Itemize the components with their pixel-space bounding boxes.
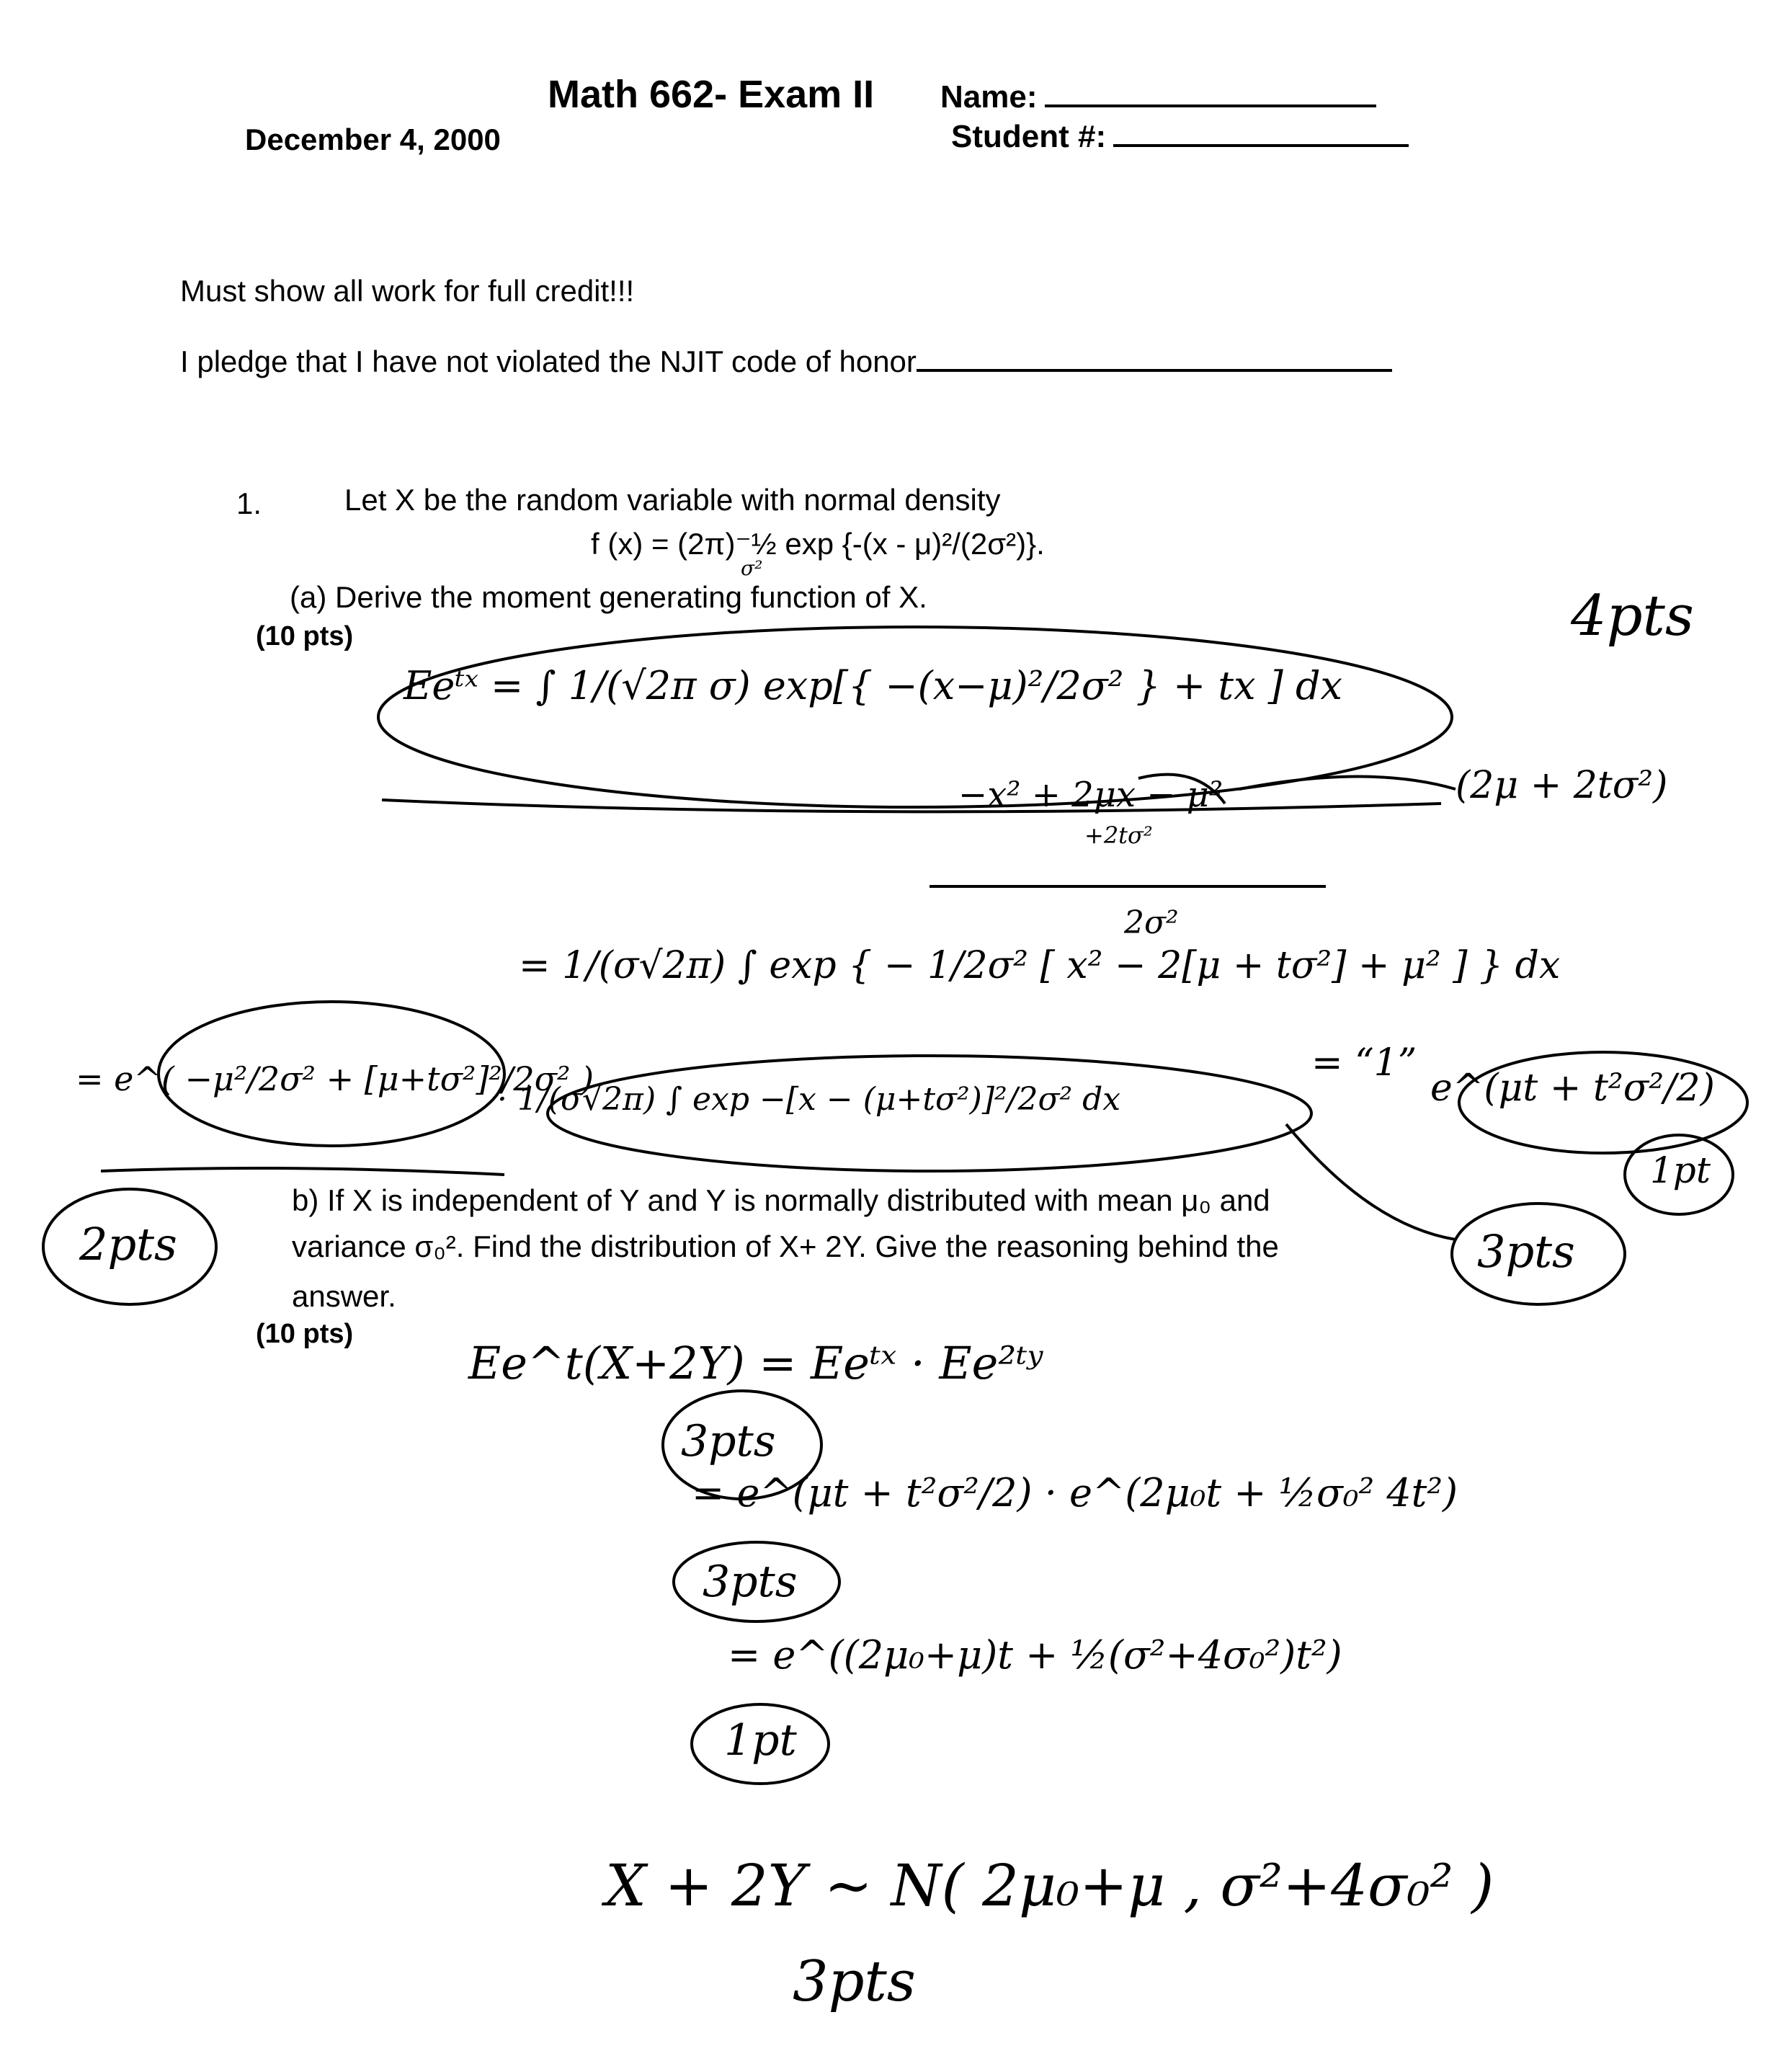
part-a-points: (10 pts) (256, 621, 354, 651)
linear-coefficient-note: (2μ + 2tσ²) (1456, 764, 1668, 807)
part-b-prompt-line1: b) If X is independent of Y and Y is normally distributed with mean μ₀ and (292, 1183, 1270, 1217)
student-number-field (951, 119, 1409, 155)
part-a-prompt: (a) Derive the moment generating function of X. (290, 580, 927, 614)
sum-mgf-factorization: Ee^t(X+2Y) = Eeᵗˣ · Ee²ᵗʸ (468, 1337, 1043, 1389)
score-2pts: 2pts (79, 1218, 177, 1271)
circle-mgf-definition (378, 627, 1452, 807)
sum-mgf-combined: = e^((2μ₀+μ)t + ½(σ²+4σ₀²)t²) (728, 1632, 1342, 1678)
score-3pts-b1: 3pts (681, 1416, 776, 1467)
score-3pts-final: 3pts (793, 1949, 916, 2014)
score-1pt-b: 1pt (724, 1715, 797, 1766)
name-field (940, 79, 1376, 115)
arrow-to-3pts-a (1286, 1124, 1456, 1240)
student-number-label: Student #: (951, 119, 1107, 154)
exam-title: Math 662- Exam II (548, 73, 875, 116)
honor-pledge (180, 344, 1392, 379)
score-3pts-a: 3pts (1477, 1225, 1575, 1278)
distribution-answer: X + 2Y ~ N( 2μ₀+μ , σ²+4σ₀² ) (605, 1852, 1494, 1919)
exponent-insert-term: +2tσ² (1084, 822, 1153, 849)
part-b-prompt-line3: answer. (292, 1279, 396, 1313)
exponent-expansion-numerator: −x² + 2μx − μ² (958, 775, 1223, 815)
score-1pt-a: 1pt (1650, 1149, 1711, 1191)
score-3pts-b2: 3pts (703, 1557, 798, 1607)
arrow-to-coefficient-note (1239, 777, 1456, 790)
honor-pledge-text: I pledge that I have not violated the NJIT code of honor (180, 344, 917, 378)
name-label: Name: (940, 79, 1038, 115)
problem-number: 1. (236, 486, 262, 520)
part-a-score: 4pts (1571, 584, 1694, 649)
mgf-constant-factor: = e^( −μ²/2σ² + [μ+tσ²]²/2σ² ) (76, 1059, 594, 1098)
mgf-result: e^(μt + t²σ²/2) (1430, 1067, 1715, 1110)
mgf-definition-line: Eeᵗˣ = ∫ 1/(√2π σ) exp[{ −(x−μ)²/2σ² } + tx ] dx (404, 663, 1342, 708)
problem-statement: Let X be the random variable with normal density (344, 483, 1001, 517)
show-work-instruction: Must show all work for full credit!!! (180, 274, 635, 308)
integral-equals-one: = “1” (1311, 1041, 1417, 1085)
underline-mgf-definition (382, 800, 1441, 811)
density-formula: f (x) = (2π)⁻½ exp {-(x - μ)²/(2σ²)}. (591, 527, 1045, 561)
completing-square-line: = 1/(σ√2π) ∫ exp { − 1/2σ² [ x² − 2[μ + tσ²] + μ² ] } dx (519, 944, 1561, 987)
student-number-blank (1113, 144, 1409, 147)
underline-part-a-result (101, 1168, 504, 1175)
sum-mgf-product: = e^(μt + t²σ²/2) · e^(2μ₀t + ½σ₀² 4t²) (692, 1470, 1458, 1516)
normal-integral-factor: · 1/(σ√2π) ∫ exp −[x − (μ+tσ²)]²/2σ² dx (497, 1081, 1121, 1118)
pledge-signature-blank (917, 369, 1392, 372)
part-b-prompt-line2: variance σ₀². Find the distribution of X+ 2Y. Give the reasoning behind the (292, 1229, 1279, 1263)
density-correction-mark: σ² (741, 556, 763, 580)
exam-date: December 4, 2000 (245, 123, 501, 156)
exponent-expansion-denominator: 2σ² (1124, 904, 1179, 941)
name-blank (1045, 104, 1376, 107)
part-b-points: (10 pts) (256, 1319, 354, 1349)
